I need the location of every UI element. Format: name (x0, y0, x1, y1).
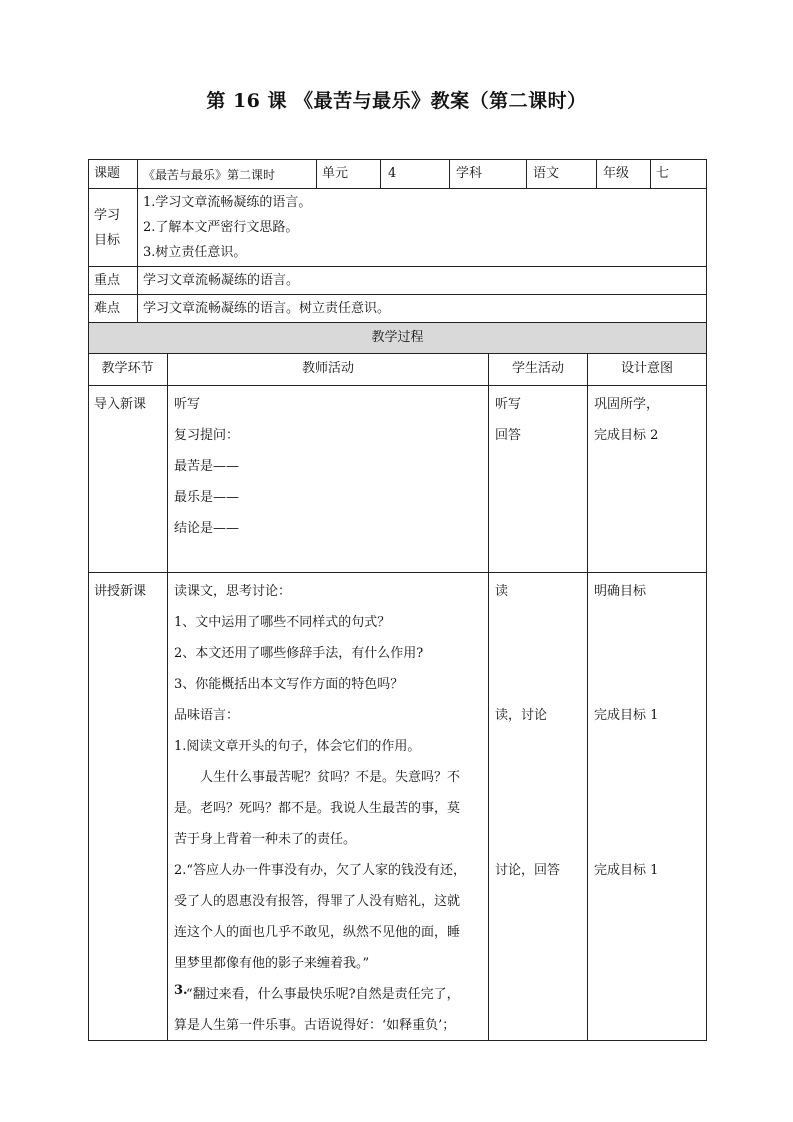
design-intent-line: 完成目标 2 (594, 428, 659, 443)
student-activity-line: 讨论，回答 (495, 863, 561, 878)
teacher-activity-line: 品味语言： (174, 708, 240, 723)
teacher-activity-line: 是。老吗？死吗？都不是。我说人生最苦的事，莫 (174, 801, 461, 816)
teacher-activity-line: 苦于身上背着一种未了的责任。 (174, 832, 357, 847)
key-point-label: 重点 (94, 273, 121, 288)
column-header-intent: 设计意图 (620, 361, 673, 376)
teacher-activity-line: 里梦里都像有他的影子来缠着我。” (174, 956, 370, 971)
difficulty-value: 学习文章流畅凝练的语言。树立责任意识。 (143, 301, 391, 316)
column-header-teacher: 教师活动 (301, 361, 354, 376)
objective-item: 2.了解本文严密行文思路。 (143, 220, 299, 235)
teacher-activity-line: 人生什么事最苦呢？贫吗？不是。失意吗？不 (200, 770, 461, 785)
teacher-activity-line: 复习提问： (174, 428, 240, 443)
column-header-student: 学生活动 (511, 361, 564, 376)
unit-value: 4 (388, 166, 397, 181)
student-activity-line: 听写 (495, 397, 522, 412)
teacher-activity-line: 结论是—— (174, 521, 240, 536)
key-point-value: 学习文章流畅凝练的语言。 (143, 273, 300, 288)
teacher-activity-line: 1.阅读文章开头的句子，体会它们的作用。 (174, 739, 421, 754)
teacher-activity-line: 2、本文还用了哪些修辞手法，有什么作用? (174, 646, 424, 661)
grade-label: 年级 (603, 166, 630, 181)
teacher-activity-number: 3. (174, 983, 188, 998)
design-intent-line: 完成目标 1 (594, 863, 659, 878)
teacher-activity-line: 最苦是—— (174, 459, 240, 474)
teacher-activity-line: 最乐是—— (174, 490, 240, 505)
unit-label: 单元 (322, 166, 349, 181)
objective-item: 3.树立责任意识。 (143, 245, 247, 260)
difficulty-label: 难点 (94, 301, 121, 316)
teaching-process-header: 教学过程 (89, 323, 706, 353)
teacher-activity-line: 连这个人的面也几乎不敢见，纵然不见他的面，睡 (174, 925, 461, 940)
stage-intro: 导入新课 (94, 397, 147, 412)
page-title: 第 16 课 《最苦与最乐》教案（第二课时） (206, 90, 587, 112)
grade-value: 七 (656, 166, 670, 181)
teacher-activity-line: 读课文，思考讨论： (174, 584, 292, 599)
design-intent-line: 巩固所学， (594, 397, 660, 412)
design-intent-line: 完成目标 1 (594, 708, 659, 723)
student-activity-line: 读 (495, 584, 509, 599)
topic-value: 《最苦与最乐》第二课时 (143, 168, 276, 182)
teacher-activity-line: 1、文中运用了哪些不同样式的句式？ (174, 615, 391, 630)
column-header-stage: 教学环节 (101, 361, 154, 376)
subject-value: 语文 (533, 166, 560, 181)
objectives-label-line1: 学习 (94, 208, 121, 223)
teacher-activity-line: 2.“答应人办一件事没有办，欠了人家的钱没有还， (174, 863, 467, 878)
objectives-label-line2: 目标 (94, 233, 121, 248)
teacher-activity-line: “翻过来看，什么事最快乐呢?自然是责任完了， (186, 987, 460, 1002)
design-intent-line: 明确目标 (594, 584, 647, 599)
subject-label: 学科 (456, 166, 483, 181)
teacher-activity-line: 听写 (174, 397, 201, 412)
student-activity-line: 读，讨论 (495, 708, 548, 723)
teacher-activity-line: 算是人生第一件乐事。古语说得好：‘如释重负’； (174, 1018, 456, 1033)
stage-new-lesson: 讲授新课 (94, 584, 147, 599)
student-activity-line: 回答 (495, 428, 522, 443)
objective-item: 1.学习文章流畅凝练的语言。 (143, 195, 312, 210)
teacher-activity-line: 受了人的恩惠没有报答，得罪了人没有赔礼，这就 (174, 894, 461, 909)
teacher-activity-line: 3、你能概括出本文写作方面的特色吗？ (174, 677, 404, 692)
topic-label: 课题 (94, 166, 121, 181)
